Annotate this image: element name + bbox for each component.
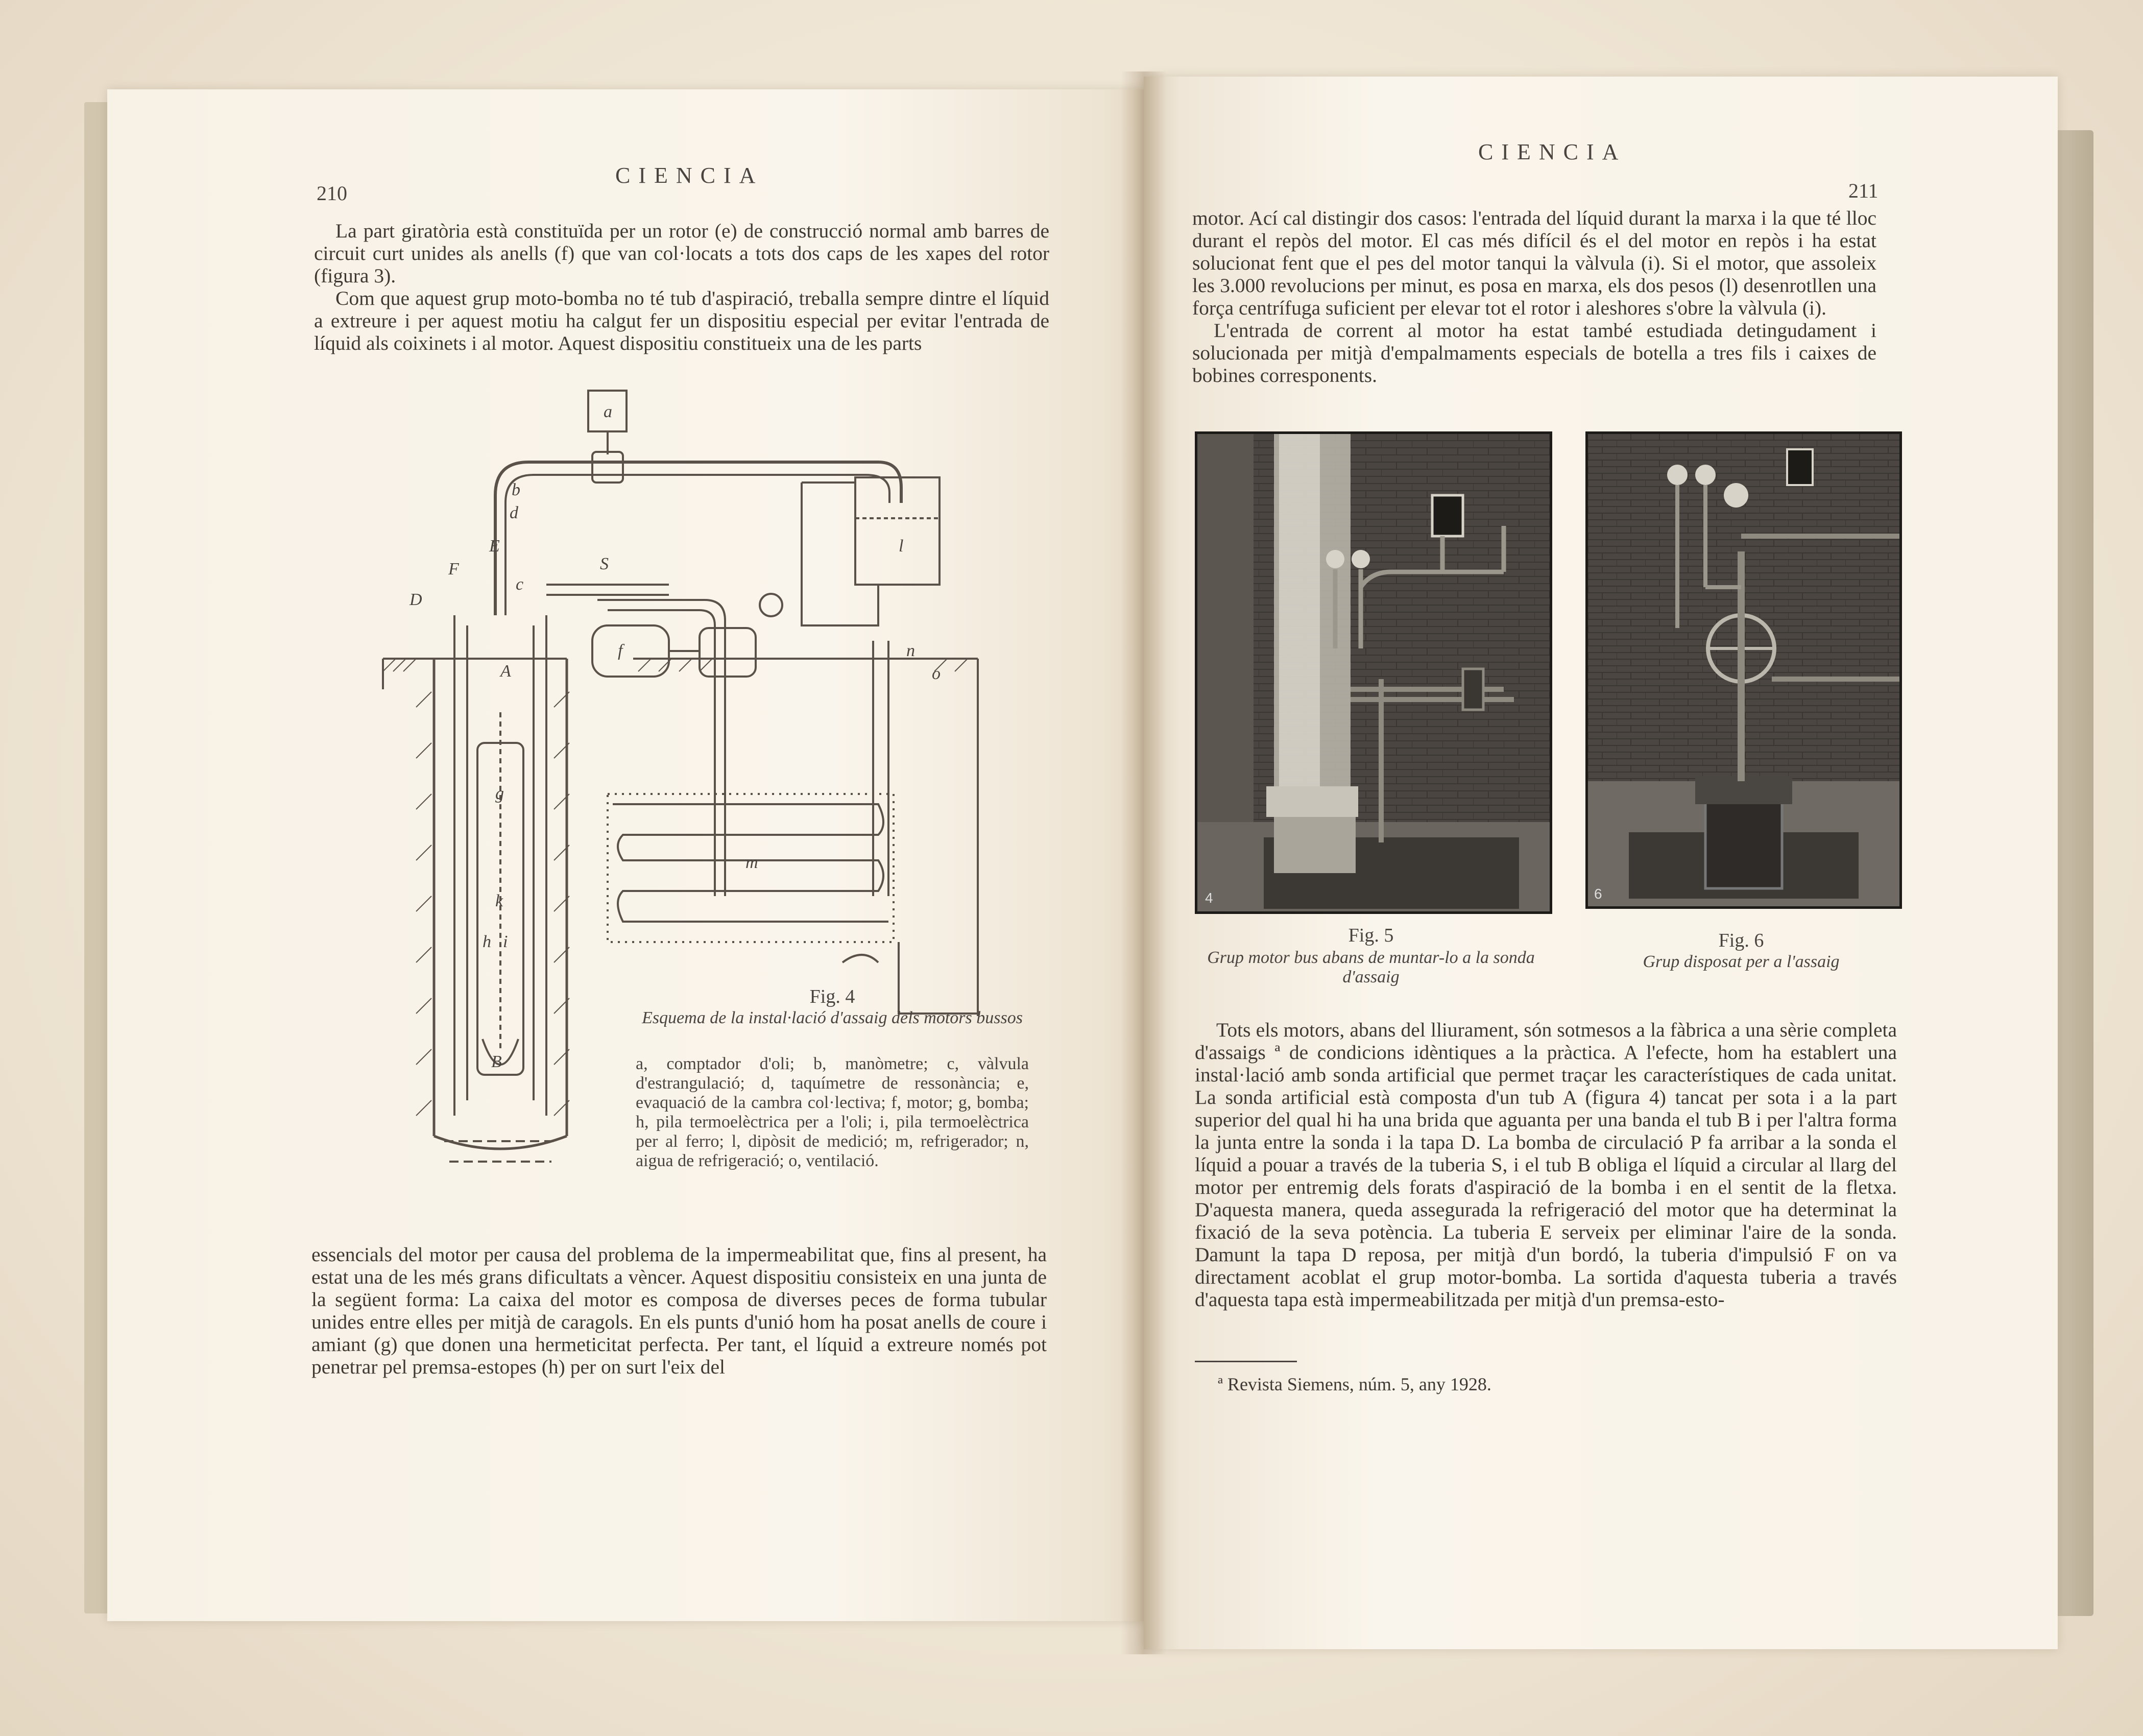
- diagram-label: D: [410, 590, 422, 609]
- diagram-label: k: [495, 891, 503, 910]
- photo-corner-mark: 4: [1205, 890, 1213, 906]
- figure-5-photo: [1195, 431, 1552, 914]
- left-bottom-text: [311, 1243, 1047, 1378]
- left-running-head: CIENCIA: [615, 163, 764, 188]
- book-gutter: [1121, 71, 1167, 1654]
- diagram-label: g: [495, 784, 504, 803]
- diagram-label: S: [600, 554, 609, 573]
- left-top-text: [314, 220, 1049, 354]
- footnote: ª Revista Siemens, núm. 5, any 1928.: [1218, 1374, 1491, 1394]
- figure-4-legend: a, comptador d'oli; b, manòmetre; c, vàlvula d'estrangulació; d, taquímetre de ressonància; e, evaquació de la cambra col·lectiva; f, motor; g, bomba; h, pila termoelèctrica per a l'oli; i, pila termoelèctrica per al ferro; l, dipòsit de medició; m, refrigerador; n, aigua de refrigeració; o, ventilació.: [636, 1054, 1029, 1170]
- figure-4-label: Fig. 4: [809, 986, 855, 1007]
- diagram-label: b: [512, 480, 520, 499]
- diagram-label: m: [745, 853, 758, 872]
- figure-6-label: Fig. 6: [1718, 930, 1764, 951]
- figure-6-caption: Grup disposat per a l'assaig: [1643, 952, 1840, 971]
- diagram-label: h: [483, 932, 491, 951]
- diagram-label: f: [618, 641, 623, 660]
- right-top-text: [1192, 207, 1876, 387]
- footnote-rule: [1195, 1361, 1297, 1362]
- diagram-label: a: [604, 402, 612, 421]
- paragraph: Com que aquest grup moto-bomba no té tub d'aspiració, treballa sempre dintre el líquid a extreure i per aquest motiu ha calgut fer un dispositiu especial per evitar l'entrada de líquid als coixinets i al motor. Aquest dispositiu constitueix una de les parts: [314, 287, 1049, 354]
- right-page-number: 211: [1848, 179, 1879, 202]
- diagram-label: d: [510, 503, 518, 522]
- figure-5-caption: Grup motor bus abans de muntar-lo a la sonda d'assaig: [1207, 948, 1535, 986]
- photo-corner-mark: 6: [1594, 886, 1602, 902]
- right-bottom-text: [1195, 1019, 1897, 1311]
- diagram-label: F: [448, 560, 459, 578]
- figure-5-label: Fig. 5: [1348, 925, 1394, 946]
- paragraph: L'entrada de corrent al motor ha estat també estudiada detingudament i solucionada per mitjà d'empalmaments especials de botella a tres fils i caixes de bobines corresponents.: [1192, 319, 1876, 387]
- paragraph: Tots els motors, abans del lliurament, són sotmesos a la fàbrica a una sèrie completa d'assaigs ª de condicions idèntiques a la pràctica. A l'efecte, hom ha establert una instal·lació amb sonda artificial que permet traçar les característiques de cada unitat. La sonda artificial està composta d'un tub A (figura 4) tancat per sota i a la part superior del qual hi ha una brida que aguanta per una banda el tub B i per l'altra forma la junta entre la sonda i la tapa D. La bomba de circulació P fa arribar a la sonda el líquid a pouar a través de la tuberia S, i el tub B obliga el líquid a circular al llarg del motor per entremig dels forats d'aspiració de la bomba i en el sentit de la fletxa. D'aquesta manera, queda assegurada la refrigeració del motor que ha determinat la fixació de la seva potència. La tuberia E serveix per eliminar l'aire de la sonda. Damunt la tapa D reposa, per mitjà d'un bordó, la tuberia d'impulsió F on va directament acoblat el grup motor-bomba. La sortida d'aquesta tuberia a través d'aquesta tapa està impermeabilitzada per mitjà d'un premsa-esto-: [1195, 1019, 1897, 1311]
- diagram-label: n: [906, 641, 915, 660]
- paragraph: La part giratòria està constituïda per un rotor (e) de construcció normal amb barres de circuit curt unides als anells (f) que van col·locats a tots dos caps de les xapes del rotor (figura 3).: [314, 220, 1049, 287]
- diagram-label: E: [489, 537, 500, 556]
- figure-4-caption: Esquema de la instal·lació d'assaig dels motors bussos: [642, 1008, 1023, 1027]
- figure-6-photo: [1585, 431, 1902, 909]
- diagram-label: c: [516, 575, 524, 594]
- diagram-label: B: [491, 1052, 502, 1071]
- right-running-head: CIENCIA: [1478, 139, 1627, 164]
- diagram-label: o: [932, 664, 941, 683]
- paragraph: motor. Ací cal distingir dos casos: l'entrada del líquid durant la marxa i la que té lloc durant el repòs del motor. El cas més difícil és el del motor en repòs i ha estat solucionat fent que el pes del motor tanqui la vàlvula (i). Si el motor, que assoleix les 3.000 revolucions per minut, es posa en marxa, els dos pesos (l) desenrotllen una força centrífuga suficient per elevar tot el rotor i aleshores s'obre la vàlvula (i).: [1192, 207, 1876, 319]
- left-page-number: 210: [317, 182, 347, 205]
- diagram-label: i: [503, 932, 508, 951]
- diagram-label: l: [899, 537, 904, 556]
- diagram-label: A: [500, 662, 511, 681]
- paragraph: essencials del motor per causa del problema de la impermeabilitat que, fins al present, ha estat una de les més grans dificultats a vèncer. Aquest dispositiu consisteix en una junta de la següent forma: La caixa del motor es composa de diverses peces de forma tubular unides entre elles per mitjà de caragols. En els punts d'unió hom ha posat anells de coure i amiant (g) que donen una hermeticitat perfecta. Per tant, el líquid a extreure només pot penetrar pel premsa-estopes (h) per on surt l'eix del: [311, 1243, 1047, 1378]
